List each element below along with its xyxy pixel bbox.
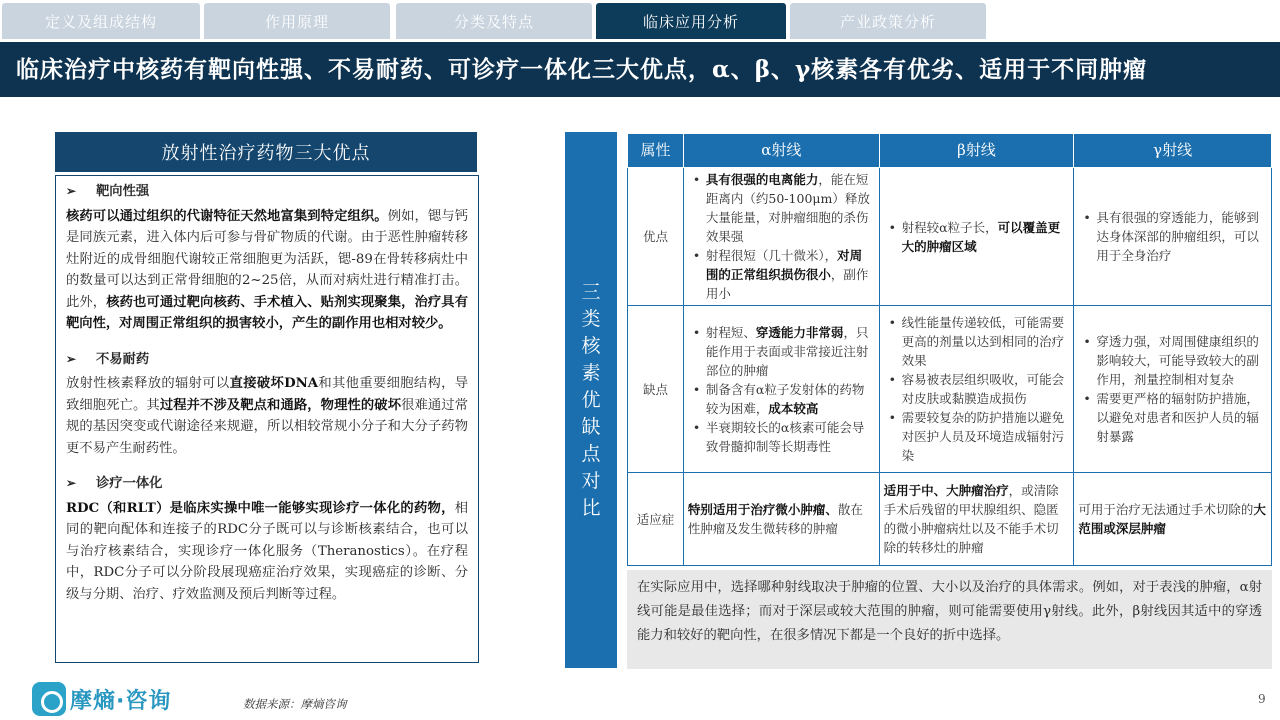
targeting-paragraph: 核药可以通过组织的代谢特征天然地富集到特定组织。例如，锶与钙是同族元素，进入体内后可参与骨矿物质的代谢。由于恶性肿瘤转移灶附近的成骨细胞代谢较正常细胞更为活跃，锶-89在骨转移病灶中的数量可以达到正常骨细胞的2~25倍，从而对病灶进行精准打击。此外，核药也可通过靶向核药、手术植入、贴剂实现聚集，治疗具有靶向性，对周围正常组织的损害较小，产生的副作用也相对较少。 xyxy=(66,208,469,331)
comparison-label: 三 类 核 素 优 缺 点 对 比 xyxy=(565,132,617,668)
table-row xyxy=(628,168,1272,306)
section-tabs xyxy=(0,0,1280,40)
comparison-table xyxy=(627,133,1272,566)
logo-text: 摩熵·咨询 xyxy=(70,688,172,714)
section-heading: ➢ 不易耐药 xyxy=(66,349,468,371)
summary-note: 在实际应用中，选择哪种射线取决于肿瘤的位置、大小以及治疗的具体需求。例如，对于表浅的肿瘤，α射线可能是最佳选择；而对于深层或较大范围的肿瘤，则可能需要使用γ射线。此外，β射线因其适中的穿透能力和较好的靶向性，在很多情况下都是一个良好的折中选择。 xyxy=(627,570,1272,669)
header-attribute: 属性 xyxy=(628,134,684,168)
tab-clinical[interactable]: 临床应用分析 xyxy=(596,3,786,39)
cell: • 射程较α粒子长，可以覆盖更大的肿瘤区域 xyxy=(879,168,1074,306)
advantages-header: 放射性治疗药物三大优点 xyxy=(55,132,477,172)
tab-classification[interactable]: 分类及特点 xyxy=(396,3,592,39)
header-gamma: γ射线 xyxy=(1074,134,1272,168)
data-source: 数据来源：摩熵咨询 xyxy=(243,697,347,711)
section-heading: ➢ 靶向性强 xyxy=(66,181,468,203)
arrow-icon: ➢ xyxy=(66,184,77,198)
arrow-icon: ➢ xyxy=(66,476,77,490)
cell: 可用于治疗无法通过手术切除的大范围或深层肿瘤 xyxy=(1074,473,1272,566)
cell: 特别适用于治疗微小肿瘤、散在性肿瘤及发生微转移的肿瘤 xyxy=(683,473,879,566)
cell: • 具有很强的穿透能力，能够到达身体深部的肿瘤组织，可以用于全身治疗 xyxy=(1074,168,1272,306)
cell: 适用于中、大肿瘤治疗，或清除手术后残留的甲状腺组织、隐匿的微小肿瘤病灶以及不能手术切除的转移灶的肿瘤 xyxy=(879,473,1074,566)
page-title: 临床治疗中核药有靶向性强、不易耐药、可诊疗一体化三大优点，α、β、γ核素各有优劣、适用于不同肿瘤 xyxy=(0,42,1280,97)
table-header-row xyxy=(628,134,1272,168)
header-alpha: α射线 xyxy=(683,134,879,168)
tab-mechanism[interactable]: 作用原理 xyxy=(204,3,390,39)
advantages-panel xyxy=(55,175,479,663)
table-row xyxy=(628,306,1272,473)
cell: • 射程短、穿透能力非常弱，只能作用于表面或非常接近注射部位的肿瘤 • 制备含有α粒子发射体的药物较为困难，成本较高 • 半衰期较长的α核素可能会导致骨髓抑制等长期毒性 xyxy=(683,306,879,473)
row-label: 适应症 xyxy=(628,473,684,566)
header-beta: β射线 xyxy=(879,134,1074,168)
page-number: 9 xyxy=(1258,692,1266,706)
cell: • 穿透力强，对周围健康组织的影响较大，可能导致较大的副作用，剂量控制相对复杂 • 需要更严格的辐射防护措施，以避免对患者和医护人员的辐射暴露 xyxy=(1074,306,1272,473)
row-label: 优点 xyxy=(628,168,684,306)
section-heading: ➢ 诊疗一体化 xyxy=(66,473,468,495)
row-label: 缺点 xyxy=(628,306,684,473)
logo-icon xyxy=(32,682,66,716)
cell: • 线性能量传递较低，可能需要更高的剂量以达到相同的治疗效果 • 容易被表层组织吸收，可能会对皮肤或黏膜造成损伤 • 需要较复杂的防护措施以避免对医护人员及环境造成辐射污染 xyxy=(879,306,1074,473)
resistance-paragraph: 放射性核素释放的辐射可以直接破坏DNA和其他重要细胞结构，导致细胞死亡。其过程并不涉及靶点和通路，物理性的破坏很难通过常规的基因突变或代谢途径来规避，所以相较常规小分子和大分子药物更不易产生耐药性。 xyxy=(66,376,469,456)
arrow-icon: ➢ xyxy=(66,351,77,366)
table-row xyxy=(628,473,1272,566)
tab-definition[interactable]: 定义及组成结构 xyxy=(2,3,200,39)
brand-logo xyxy=(32,682,171,716)
tab-policy[interactable]: 产业政策分析 xyxy=(790,3,986,39)
theranostics-paragraph: RDC（和RLT）是临床实操中唯一能够实现诊疗一体化的药物，相同的靶向配体和连接子的RDC分子既可以与诊断核素结合，也可以与治疗核素结合，实现诊疗一体化服务（Theranostics）。在疗程中，RDC分子可以分阶段展现癌症治疗效果，实现癌症的诊断、分级与分期、治疗、疗效监测及预后判断等过程。 xyxy=(66,500,468,602)
cell: • 具有很强的电离能力，能在短距离内（约50-100μm）释放大量能量，对肿瘤细胞的杀伤效果强 • 射程很短（几十微米），对周围的正常组织损伤很小，副作用小 xyxy=(683,168,879,306)
